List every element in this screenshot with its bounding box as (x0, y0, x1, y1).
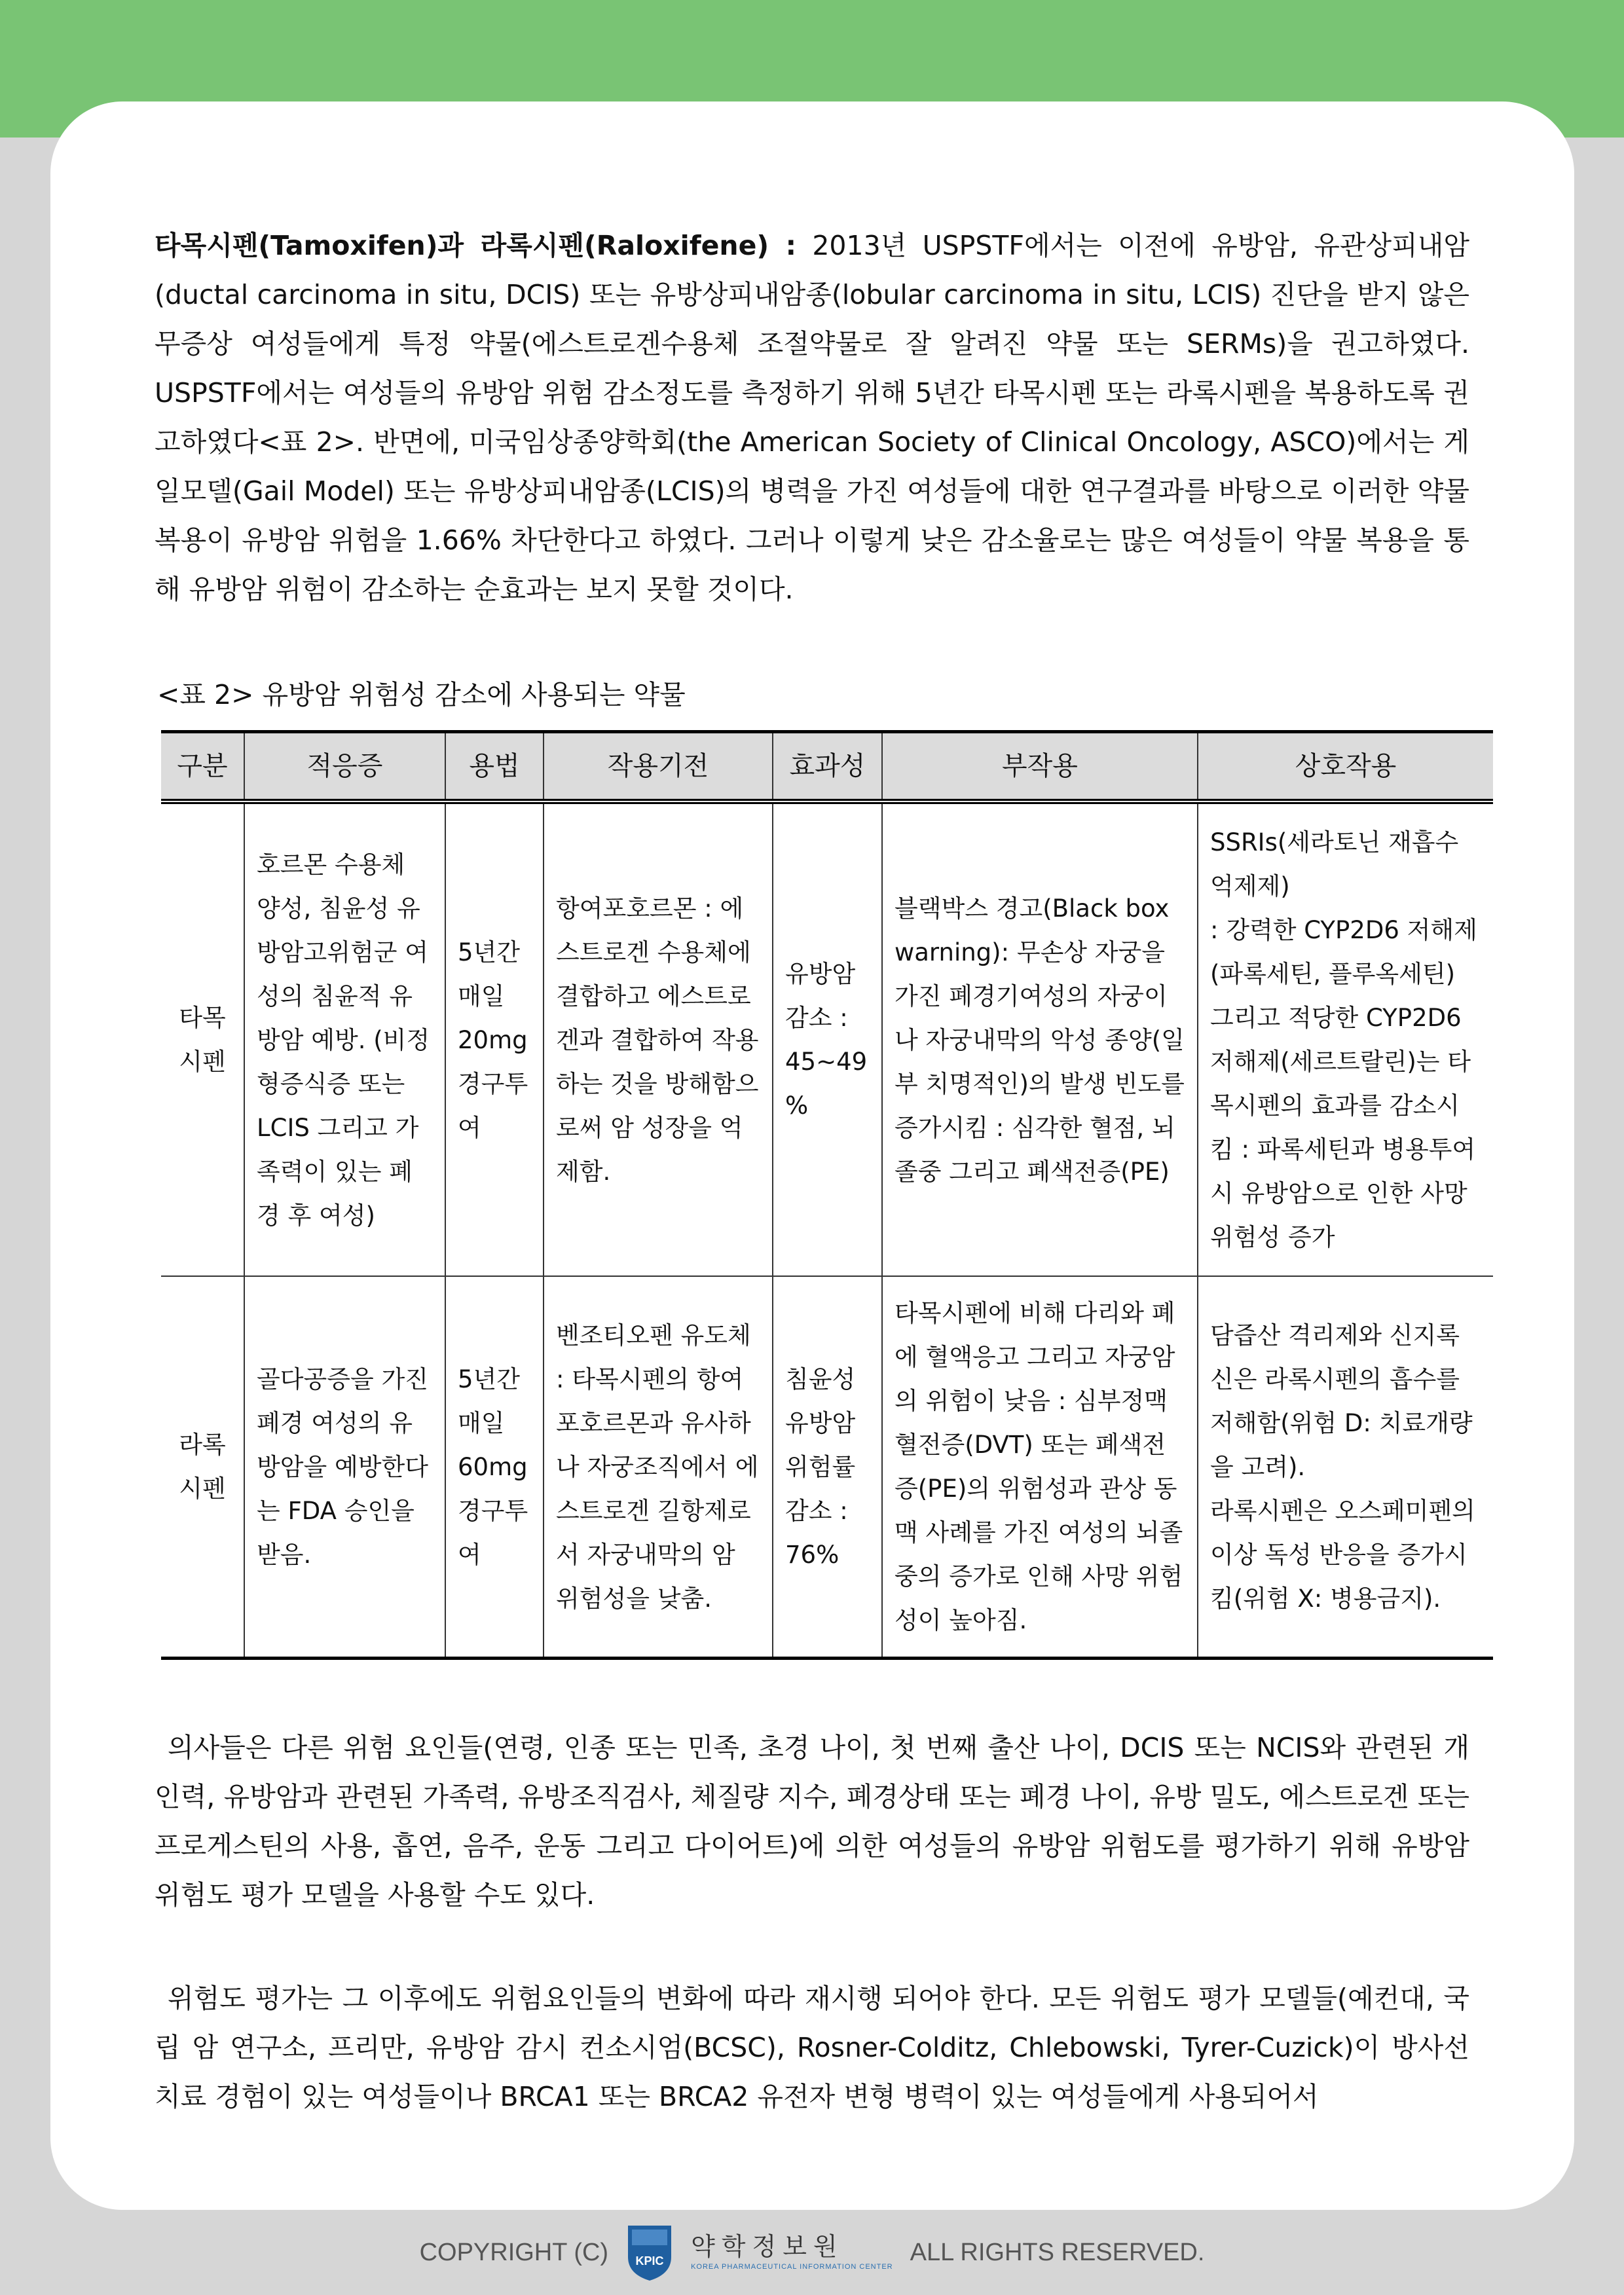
cell-side-effects: 블랙박스 경고(Black box warning): 무손상 자궁을 가진 폐경기여성의 자궁이나 자궁내막의 악성 종양(일부 치명적인)의 발생 빈도를 증가시킴 : 심각한 혈점, 뇌졸중 그리고 폐색전증(PE) (882, 801, 1198, 1276)
header-category: 구분 (161, 732, 244, 802)
table-header-row (161, 732, 1493, 802)
cell-interactions: SSRIs(세라토닌 재흡수 억제제) : 강력한 CYP2D6 저해제(파록세틴, 플루옥세틴) 그리고 적당한 CYP2D6 저해제(세르트랄린)는 타목시펜의 효과를 감소시킴 : 파록세틴과 병용투여시 유방암으로 인한 사망 위험성 증가 (1198, 801, 1493, 1276)
copyright-right: ALL RIGHTS RESERVED. (910, 2238, 1205, 2266)
header-indication: 적응증 (244, 732, 445, 802)
cell-efficacy: 침윤성 유방암 위험률 감소 : 76% (773, 1276, 882, 1659)
cell-indication: 골다공증을 가진 폐경 여성의 유방암을 예방한다는 FDA 승인을 받음. (244, 1276, 445, 1659)
org-logo-text (691, 2232, 893, 2273)
cell-indication: 호르몬 수용체 양성, 침윤성 유방암고위험군 여성의 침윤적 유방암 예방. (비정형증식증 또는 LCIS 그리고 가족력이 있는 폐경 후 여성) (244, 801, 445, 1276)
org-name: 약학정보원 (691, 2232, 844, 2261)
cell-side-effects: 타목시펜에 비해 다리와 폐에 혈액응고 그리고 자궁암의 위험이 낮음 : 심부정맥혈전증(DVT) 또는 폐색전증(PE)의 위험성과 관상 동맥 사례를 가진 여성의 뇌졸중의 증가로 인해 사망 위험성이 높아짐. (882, 1276, 1198, 1659)
table-caption: <표 2> 유방암 위험성 감소에 사용되는 약물 (157, 679, 686, 710)
kpic-logo-icon (625, 2223, 674, 2282)
logo-label: KPIC (635, 2254, 664, 2267)
footer (0, 2223, 1624, 2282)
cell-dosage: 5년간 매일 60mg 경구투 여 (445, 1276, 544, 1659)
cell-category: 타목 시펜 (161, 801, 244, 1276)
header-mechanism: 작용기전 (544, 732, 773, 802)
risk-factors-paragraph: 의사들은 다른 위험 요인들(연령, 인종 또는 민족, 초경 나이, 첫 번째 출산 나이, DCIS 또는 NCIS와 관련된 개인력, 유방암과 관련된 가족력, 유방조직검사, 체질량 지수, 폐경상태 또는 폐경 나이, 유방 밀도, 에스트로겐 또는 프로게스틴의 사용, 흡연, 음주, 운동 그리고 다이어트)에 의한 여성들의 유방암 위험도를 평가하기 위해 유방암 위험도 평가 모델을 사용할 수도 있다. (155, 1732, 1469, 1911)
cell-dosage: 5년간 매일 20mg 경구투 여 (445, 801, 544, 1276)
org-name-en: KOREA PHARMACEUTICAL INFORMATION CENTER (691, 2263, 893, 2271)
copyright-left: COPYRIGHT (C) (419, 2238, 609, 2266)
intro-heading: 타목시펜(Tamoxifen)과 라록시펜(Raloxifene) : (155, 230, 797, 261)
header-interactions: 상호작용 (1198, 732, 1493, 802)
table-row-raloxifene (161, 1276, 1493, 1659)
header-side-effects: 부작용 (882, 732, 1198, 802)
table-row-tamoxifen (161, 801, 1493, 1276)
header-efficacy: 효과성 (773, 732, 882, 802)
cell-efficacy: 유방암 감소 : 45~49 % (773, 801, 882, 1276)
cell-mechanism: 벤조티오펜 유도체 : 타목시펜의 항여포호르몬과 유사하나 자궁조직에서 에스트로겐 길항제로서 자궁내막의 암 위험성을 낮춤. (544, 1276, 773, 1659)
header-dosage: 용법 (445, 732, 544, 802)
cell-interactions: 담즙산 격리제와 신지록신은 라록시펜의 흡수를 저해함(위험 D: 치료개량을 고려). 라록시펜은 오스페미펜의 이상 독성 반응을 증가시킴(위험 X: 병용금지). (1198, 1276, 1493, 1659)
drug-table (161, 730, 1493, 1660)
intro-paragraph (155, 221, 1469, 614)
risk-assessment-paragraph: 위험도 평가는 그 이후에도 위험요인들의 변화에 따라 재시행 되어야 한다. 모든 위험도 평가 모델들(예컨대, 국립 암 연구소, 프리만, 유방암 감시 컨소시엄(BCSC), Rosner-Colditz, Chlebowski, Tyrer-Cuzick)이 방사선 치료 경험이 있는 여성들이나 BRCA1 또는 BRCA2 유전자 변형 병력이 있는 여성들에게 사용되어서 (155, 1983, 1469, 2112)
cell-category: 라록 시펜 (161, 1276, 244, 1659)
intro-body: 2013년 USPSTF에서는 이전에 유방암, 유관상피내암(ductal carcinoma in situ, DCIS) 또는 유방상피내암종(lobular carcinoma in situ, LCIS) 진단을 받지 않은 무증상 여성들에게 특정 약물(에스트로겐수용체 조절약물로 잘 알려진 약물 또는 SERMs)을 권고하였다. USPSTF에서는 여성들의 유방암 위험 감소정도를 측정하기 위해 5년간 타목시펜 또는 라록시펜을 복용하도록 권고하였다<표 2>. 반면에, 미국임상종양학회(the American Society of Clinical Oncology, ASCO)에서는 게일모델(Gail Model) 또는 유방상피내암종(LCIS)의 병력을 가진 여성들에 대한 연구결과를 바탕으로 이러한 약물 복용이 유방암 위험을 1.66% 차단한다고 하였다. 그러나 이렇게 낮은 감소율로는 많은 여성들이 약물 복용을 통해 유방암 위험이 감소하는 순효과는 보지 못할 것이다. (155, 230, 1469, 605)
cell-mechanism: 항여포호르몬 : 에스트로겐 수용체에 결합하고 에스트로겐과 결합하여 작용하는 것을 방해함으로써 암 성장을 억제함. (544, 801, 773, 1276)
